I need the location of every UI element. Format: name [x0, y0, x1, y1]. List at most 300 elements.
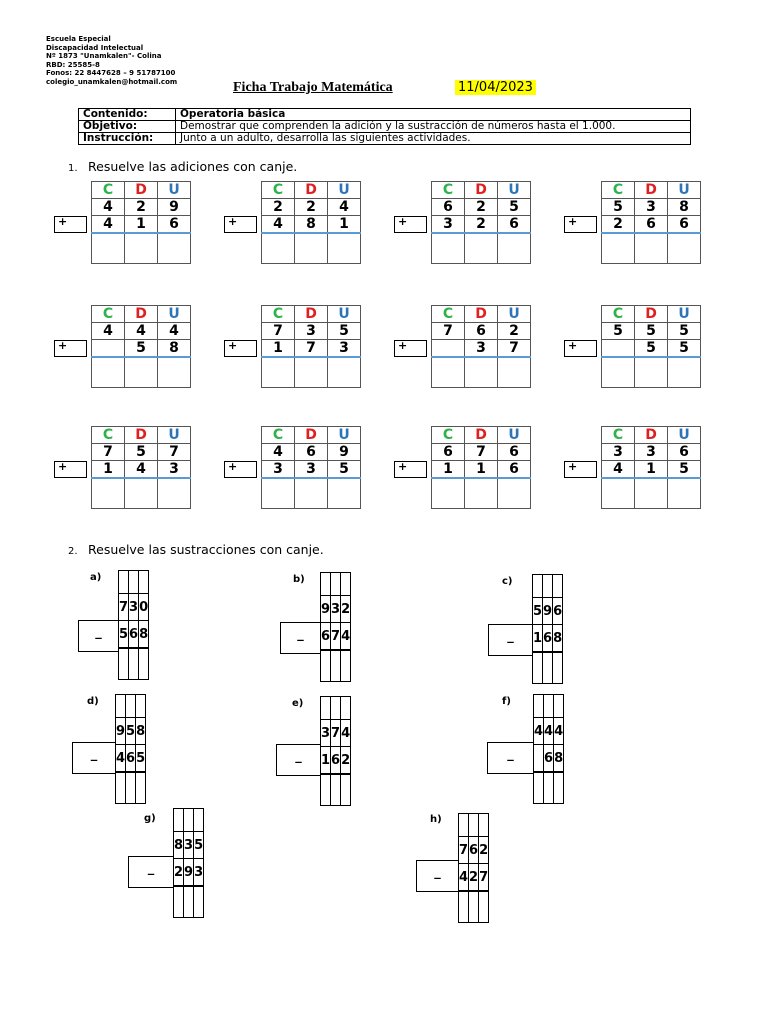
minuend-digit: 9	[543, 598, 553, 625]
addend-digit: 7	[295, 340, 328, 358]
plus-sign-box: +	[394, 216, 427, 233]
minuend-digit: 7	[331, 720, 341, 747]
minuend-digit: 0	[139, 594, 149, 621]
addition-grid	[91, 426, 191, 509]
answer-cell[interactable]	[635, 357, 668, 388]
answer-cell[interactable]	[498, 478, 531, 509]
subtraction-grid	[118, 570, 149, 680]
addend-digit: 3	[465, 340, 498, 358]
answer-cell[interactable]	[321, 774, 331, 806]
minuend-digit: 8	[174, 832, 184, 859]
subtrahend-digit: 6	[129, 621, 139, 649]
place-header-d: D	[635, 182, 668, 199]
question-text: Resuelve las adiciones con canje.	[88, 159, 298, 174]
place-header-c: C	[92, 427, 125, 444]
addition-grid	[431, 426, 531, 509]
answer-cell[interactable]	[262, 233, 295, 264]
addend-digit: 5	[635, 340, 668, 358]
place-header-c: C	[92, 306, 125, 323]
problem-label: a)	[90, 572, 102, 583]
subtrahend-digit: 7	[479, 864, 489, 892]
addition-grid	[601, 305, 701, 388]
subtrahend-digit: 7	[331, 623, 341, 651]
minuend-digit: 8	[136, 718, 146, 745]
addend-digit: 7	[432, 323, 465, 340]
minuend-digit: 3	[129, 594, 139, 621]
addend-digit: 4	[92, 323, 125, 340]
answer-cell[interactable]	[92, 357, 125, 388]
place-header-d: D	[295, 306, 328, 323]
addend-digit: 7	[498, 340, 531, 358]
addend-digit: 6	[498, 216, 531, 234]
answer-cell[interactable]	[341, 774, 351, 806]
place-header-c: C	[602, 427, 635, 444]
addend-digit: 1	[328, 216, 361, 234]
carry-cell[interactable]	[116, 695, 126, 718]
place-header-u: U	[328, 427, 361, 444]
plus-sign-box: +	[54, 216, 87, 233]
addend-digit: 6	[668, 444, 701, 461]
minuend-digit: 5	[194, 832, 204, 859]
answer-cell[interactable]	[125, 233, 158, 264]
addend-digit: 7	[262, 323, 295, 340]
answer-cell[interactable]	[262, 357, 295, 388]
carry-cell[interactable]	[534, 695, 544, 718]
addend-digit: 1	[262, 340, 295, 358]
minus-sign-box: _	[276, 744, 321, 776]
header-line: Escuela Especial	[46, 35, 111, 43]
answer-cell[interactable]	[479, 891, 489, 923]
addend-digit: 7	[158, 444, 191, 461]
addend-digit: 6	[432, 199, 465, 216]
answer-cell[interactable]	[432, 357, 465, 388]
answer-cell[interactable]	[668, 478, 701, 509]
addend-digit: 6	[498, 461, 531, 479]
answer-cell[interactable]	[262, 478, 295, 509]
addend-digit: 7	[465, 444, 498, 461]
addend-digit: 9	[158, 199, 191, 216]
answer-cell[interactable]	[158, 233, 191, 264]
minus-sign-box: _	[128, 856, 174, 888]
addition-grid	[431, 181, 531, 264]
addition-grid	[261, 426, 361, 509]
plus-sign-box: +	[564, 340, 597, 357]
subtraction-grid	[532, 574, 563, 684]
answer-cell[interactable]	[498, 357, 531, 388]
minuend-digit: 7	[459, 837, 469, 864]
addend-digit: 1	[635, 461, 668, 479]
answer-cell[interactable]	[328, 478, 361, 509]
addend-digit: 9	[328, 444, 361, 461]
addend-digit: 6	[158, 216, 191, 234]
problem-label: e)	[292, 698, 304, 709]
carry-cell[interactable]	[553, 575, 563, 598]
subtraction-grid	[458, 813, 489, 923]
answer-cell[interactable]	[321, 650, 331, 682]
addend-digit: 2	[295, 199, 328, 216]
addend-digit: 4	[125, 323, 158, 340]
info-value: Operatoria básica	[176, 109, 691, 121]
carry-cell[interactable]	[341, 697, 351, 720]
addend-digit: 3	[635, 199, 668, 216]
minuend-digit: 9	[116, 718, 126, 745]
answer-cell[interactable]	[129, 648, 139, 680]
place-header-u: U	[158, 427, 191, 444]
addend-digit: 3	[295, 461, 328, 479]
answer-cell[interactable]	[92, 478, 125, 509]
addend-digit: 4	[92, 216, 125, 234]
answer-cell[interactable]	[158, 478, 191, 509]
answer-cell[interactable]	[534, 772, 544, 804]
addend-digit: 3	[328, 340, 361, 358]
subtrahend-digit: 4	[341, 623, 351, 651]
answer-cell[interactable]	[194, 886, 204, 918]
addend-digit: 4	[158, 323, 191, 340]
answer-cell[interactable]	[125, 357, 158, 388]
place-header-u: U	[498, 427, 531, 444]
carry-cell[interactable]	[469, 814, 479, 837]
place-header-c: C	[262, 182, 295, 199]
place-header-c: C	[602, 182, 635, 199]
answer-cell[interactable]	[602, 478, 635, 509]
subtrahend-digit: 3	[194, 859, 204, 887]
answer-cell[interactable]	[174, 886, 184, 918]
answer-cell[interactable]	[602, 357, 635, 388]
minus-sign-box: _	[72, 742, 116, 774]
header-line: RBD: 25585-8	[46, 60, 100, 69]
info-row	[79, 133, 691, 145]
addend-digit: 3	[158, 461, 191, 479]
carry-cell[interactable]	[331, 573, 341, 596]
subtrahend-digit: 6	[544, 745, 554, 773]
place-header-c: C	[262, 306, 295, 323]
problem-label: c)	[502, 576, 513, 587]
addend-digit: 3	[635, 444, 668, 461]
problem-label: f)	[502, 696, 511, 707]
addend-digit	[602, 340, 635, 358]
addend-digit: 8	[668, 199, 701, 216]
addition-grid	[431, 305, 531, 388]
info-value: Demostrar que comprenden la adición y la sustracción de números hasta el 1.000.	[176, 121, 691, 133]
info-key: Objetivo:	[79, 121, 176, 133]
answer-cell[interactable]	[126, 772, 136, 804]
header-line: Nº 1873 "Unamkalen"- Colina	[46, 52, 162, 60]
addend-digit: 1	[432, 461, 465, 479]
subtrahend-digit: 4	[459, 864, 469, 892]
subtrahend-digit: 2	[341, 747, 351, 775]
minuend-digit: 2	[479, 837, 489, 864]
subtraction-grid	[320, 696, 351, 806]
answer-cell[interactable]	[554, 772, 564, 804]
info-table	[78, 108, 691, 145]
addend-digit: 6	[498, 444, 531, 461]
addend-digit: 8	[295, 216, 328, 234]
place-header-d: D	[125, 427, 158, 444]
place-header-u: U	[328, 306, 361, 323]
info-row	[79, 121, 691, 133]
question-2	[68, 542, 324, 557]
header-line: Discapacidad Intelectual	[46, 43, 144, 52]
place-header-c: C	[432, 306, 465, 323]
minuend-digit: 4	[534, 718, 544, 745]
minuend-digit: 4	[554, 718, 564, 745]
addend-digit: 5	[328, 461, 361, 479]
plus-sign-box: +	[224, 461, 257, 478]
addend-digit: 5	[602, 199, 635, 216]
minus-sign-box: _	[416, 860, 459, 892]
place-header-d: D	[125, 306, 158, 323]
subtrahend-digit: 6	[321, 623, 331, 651]
addend-digit: 5	[125, 340, 158, 358]
answer-cell[interactable]	[158, 357, 191, 388]
answer-cell[interactable]	[328, 233, 361, 264]
addend-digit: 6	[635, 216, 668, 234]
answer-cell[interactable]	[331, 774, 341, 806]
minus-sign-box: _	[78, 620, 119, 652]
addition-grid	[601, 426, 701, 509]
addend-digit: 4	[262, 444, 295, 461]
place-header-c: C	[602, 306, 635, 323]
place-header-u: U	[668, 306, 701, 323]
place-header-u: U	[498, 306, 531, 323]
addend-digit: 5	[635, 323, 668, 340]
carry-cell[interactable]	[139, 571, 149, 594]
carry-cell[interactable]	[174, 809, 184, 832]
place-header-d: D	[465, 182, 498, 199]
question-text: Resuelve las sustracciones con canje.	[88, 542, 324, 557]
carry-cell[interactable]	[533, 575, 543, 598]
answer-cell[interactable]	[125, 478, 158, 509]
minuend-digit: 2	[341, 596, 351, 623]
answer-cell[interactable]	[295, 233, 328, 264]
carry-cell[interactable]	[341, 573, 351, 596]
subtrahend-digit: 6	[543, 625, 553, 653]
minuend-digit: 3	[331, 596, 341, 623]
plus-sign-box: +	[394, 461, 427, 478]
addend-digit: 6	[668, 216, 701, 234]
place-header-c: C	[432, 427, 465, 444]
subtrahend-digit: 1	[533, 625, 543, 653]
place-header-u: U	[668, 182, 701, 199]
answer-cell[interactable]	[498, 233, 531, 264]
header-line: Fonos: 22 8447628 – 9 51787100	[46, 69, 176, 77]
answer-cell[interactable]	[635, 478, 668, 509]
carry-cell[interactable]	[194, 809, 204, 832]
answer-cell[interactable]	[328, 357, 361, 388]
answer-cell[interactable]	[295, 357, 328, 388]
problem-label: g)	[144, 813, 156, 824]
addend-digit: 4	[602, 461, 635, 479]
addition-grid	[91, 305, 191, 388]
carry-cell[interactable]	[136, 695, 146, 718]
plus-sign-box: +	[224, 216, 257, 233]
school-header	[46, 35, 177, 86]
addend-digit: 6	[295, 444, 328, 461]
question-number: 1.	[68, 163, 78, 174]
place-header-d: D	[635, 306, 668, 323]
addend-digit: 3	[295, 323, 328, 340]
subtrahend-digit: 8	[554, 745, 564, 773]
addend-digit	[432, 340, 465, 358]
addend-digit: 3	[602, 444, 635, 461]
place-header-d: D	[465, 427, 498, 444]
place-header-u: U	[158, 182, 191, 199]
answer-cell[interactable]	[295, 478, 328, 509]
place-header-c: C	[262, 427, 295, 444]
subtrahend-digit: 6	[331, 747, 341, 775]
minuend-digit: 6	[553, 598, 563, 625]
subtrahend-digit: 5	[119, 621, 129, 649]
answer-cell[interactable]	[116, 772, 126, 804]
minus-sign-box: _	[280, 622, 321, 654]
addend-digit: 6	[465, 323, 498, 340]
answer-cell[interactable]	[341, 650, 351, 682]
answer-cell[interactable]	[553, 652, 563, 684]
addend-digit: 5	[668, 323, 701, 340]
answer-cell[interactable]	[432, 233, 465, 264]
answer-cell[interactable]	[533, 652, 543, 684]
place-header-d: D	[295, 427, 328, 444]
answer-cell[interactable]	[432, 478, 465, 509]
addend-digit: 4	[262, 216, 295, 234]
carry-cell[interactable]	[459, 814, 469, 837]
place-header-d: D	[635, 427, 668, 444]
answer-cell[interactable]	[465, 357, 498, 388]
carry-cell[interactable]	[554, 695, 564, 718]
subtraction-grid	[115, 694, 146, 804]
minuend-digit: 3	[321, 720, 331, 747]
addend-digit: 6	[432, 444, 465, 461]
subtrahend-digit: 6	[126, 745, 136, 773]
carry-cell[interactable]	[321, 697, 331, 720]
problem-label: h)	[430, 814, 442, 825]
subtraction-grid	[173, 808, 204, 918]
answer-cell[interactable]	[543, 652, 553, 684]
answer-cell[interactable]	[465, 233, 498, 264]
answer-cell[interactable]	[602, 233, 635, 264]
subtrahend-digit	[534, 745, 544, 773]
problem-label: b)	[293, 574, 305, 585]
carry-cell[interactable]	[543, 575, 553, 598]
addend-digit: 1	[465, 461, 498, 479]
addend-digit: 3	[432, 216, 465, 234]
answer-cell[interactable]	[668, 357, 701, 388]
plus-sign-box: +	[564, 216, 597, 233]
answer-cell[interactable]	[92, 233, 125, 264]
addend-digit: 5	[125, 444, 158, 461]
addend-digit: 8	[158, 340, 191, 358]
subtrahend-digit: 8	[553, 625, 563, 653]
minuend-digit: 9	[321, 596, 331, 623]
place-header-d: D	[295, 182, 328, 199]
addition-grid	[261, 181, 361, 264]
subtrahend-digit: 5	[136, 745, 146, 773]
minuend-digit: 6	[469, 837, 479, 864]
minuend-digit: 5	[533, 598, 543, 625]
subtraction-grid	[320, 572, 351, 682]
carry-cell[interactable]	[544, 695, 554, 718]
answer-cell[interactable]	[465, 478, 498, 509]
plus-sign-box: +	[394, 340, 427, 357]
answer-cell[interactable]	[184, 886, 194, 918]
plus-sign-box: +	[54, 340, 87, 357]
addend-digit: 4	[92, 199, 125, 216]
minuend-digit: 7	[119, 594, 129, 621]
carry-cell[interactable]	[331, 697, 341, 720]
carry-cell[interactable]	[479, 814, 489, 837]
carry-cell[interactable]	[321, 573, 331, 596]
addend-digit: 1	[92, 461, 125, 479]
question-number: 2.	[68, 546, 78, 557]
plus-sign-box: +	[224, 340, 257, 357]
carry-cell[interactable]	[119, 571, 129, 594]
carry-cell[interactable]	[129, 571, 139, 594]
addend-digit: 5	[668, 461, 701, 479]
header-line: colegio_unamkalen@hotmail.com	[46, 77, 178, 86]
addend-digit	[92, 340, 125, 358]
answer-cell[interactable]	[459, 891, 469, 923]
subtrahend-digit: 8	[139, 621, 149, 649]
answer-cell[interactable]	[668, 233, 701, 264]
addend-digit: 2	[262, 199, 295, 216]
addend-digit: 2	[125, 199, 158, 216]
subtrahend-digit: 2	[174, 859, 184, 887]
minuend-digit: 3	[184, 832, 194, 859]
place-header-u: U	[158, 306, 191, 323]
addend-digit: 2	[465, 199, 498, 216]
minus-sign-box: _	[488, 624, 533, 656]
minuend-digit: 4	[341, 720, 351, 747]
addend-digit: 2	[498, 323, 531, 340]
answer-cell[interactable]	[635, 233, 668, 264]
place-header-u: U	[328, 182, 361, 199]
addend-digit: 7	[92, 444, 125, 461]
carry-cell[interactable]	[126, 695, 136, 718]
addend-digit: 4	[125, 461, 158, 479]
addend-digit: 5	[602, 323, 635, 340]
info-row	[79, 109, 691, 121]
info-value: Junto a un adulto, desarrolla las siguientes actividades.	[176, 133, 691, 145]
answer-cell[interactable]	[469, 891, 479, 923]
plus-sign-box: +	[54, 461, 87, 478]
answer-cell[interactable]	[331, 650, 341, 682]
addend-digit: 5	[498, 199, 531, 216]
subtrahend-digit: 1	[321, 747, 331, 775]
addition-grid	[91, 181, 191, 264]
subtraction-grid	[533, 694, 564, 804]
addend-digit: 4	[328, 199, 361, 216]
addend-digit: 2	[465, 216, 498, 234]
answer-cell[interactable]	[119, 648, 129, 680]
addition-grid	[601, 181, 701, 264]
addend-digit: 1	[125, 216, 158, 234]
subtrahend-digit: 2	[469, 864, 479, 892]
place-header-u: U	[498, 182, 531, 199]
place-header-d: D	[465, 306, 498, 323]
info-key: Instrucción:	[79, 133, 176, 145]
problem-label: d)	[87, 696, 99, 707]
answer-cell[interactable]	[139, 648, 149, 680]
addend-digit: 5	[668, 340, 701, 358]
answer-cell[interactable]	[136, 772, 146, 804]
place-header-c: C	[432, 182, 465, 199]
place-header-d: D	[125, 182, 158, 199]
answer-cell[interactable]	[544, 772, 554, 804]
subtrahend-digit: 4	[116, 745, 126, 773]
carry-cell[interactable]	[184, 809, 194, 832]
question-1	[68, 159, 297, 174]
addition-grid	[261, 305, 361, 388]
